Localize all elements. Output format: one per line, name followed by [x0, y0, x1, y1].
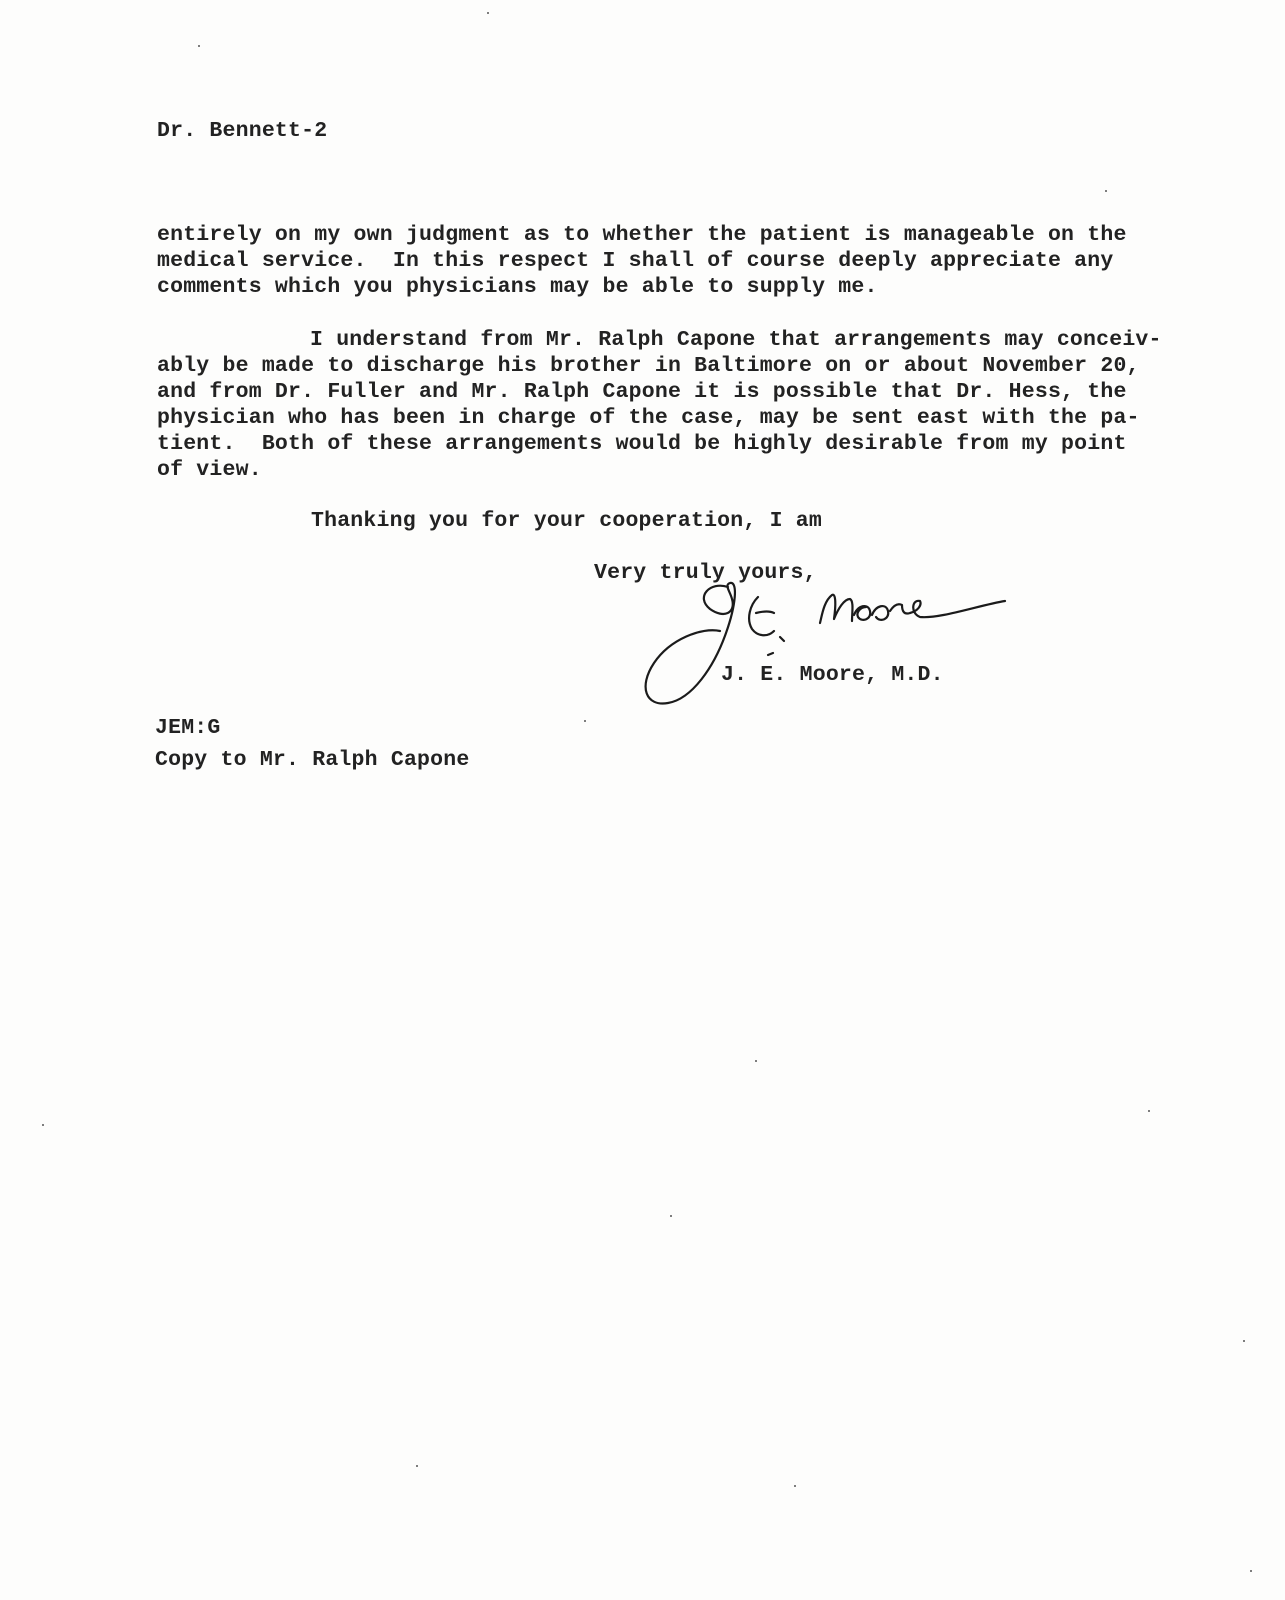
signer-name: J. E. Moore, M.D.	[721, 663, 944, 687]
scan-speck	[584, 720, 586, 722]
paragraph-1-line: entirely on my own judgment as to whether the patient is manageable on the	[157, 223, 1127, 247]
scan-speck	[1148, 1110, 1150, 1112]
scan-speck	[42, 1124, 44, 1126]
paragraph-2-line: of view.	[157, 458, 262, 482]
scan-speck	[670, 1215, 672, 1217]
paragraph-2	[157, 327, 1162, 483]
paragraph-2-line: tient. Both of these arrangements would be highly desirable from my point	[157, 432, 1127, 456]
copy-to-line: Copy to Mr. Ralph Capone	[155, 748, 470, 772]
paragraph-1-line: medical service. In this respect I shall of course deeply appreciate any	[157, 249, 1114, 273]
scan-speck	[755, 1060, 757, 1062]
scan-speck	[794, 1485, 796, 1487]
paragraph-1-line: comments which you physicians may be able to supply me.	[157, 275, 878, 299]
paragraph-2-line: ably be made to discharge his brother in Baltimore on or about November 20,	[157, 354, 1140, 378]
paragraph-1	[157, 222, 1127, 300]
scan-speck	[1243, 1340, 1245, 1342]
handwritten-signature	[640, 575, 1030, 725]
valediction: Very truly yours,	[594, 561, 817, 585]
scan-speck	[1105, 190, 1107, 192]
closing-line: Thanking you for your cooperation, I am	[311, 509, 822, 533]
page-header: Dr. Bennett-2	[157, 119, 328, 143]
scan-speck	[198, 45, 200, 47]
scan-speck	[487, 12, 489, 14]
reference-initials: JEM:G	[155, 716, 221, 740]
paragraph-2-line: I understand from Mr. Ralph Capone that arrangements may conceiv-	[310, 328, 1162, 352]
scan-speck	[1250, 1570, 1252, 1572]
scan-speck	[416, 1465, 418, 1467]
paragraph-2-line: and from Dr. Fuller and Mr. Ralph Capone it is possible that Dr. Hess, the	[157, 380, 1127, 404]
paragraph-2-line: physician who has been in charge of the case, may be sent east with the pa-	[157, 406, 1140, 430]
